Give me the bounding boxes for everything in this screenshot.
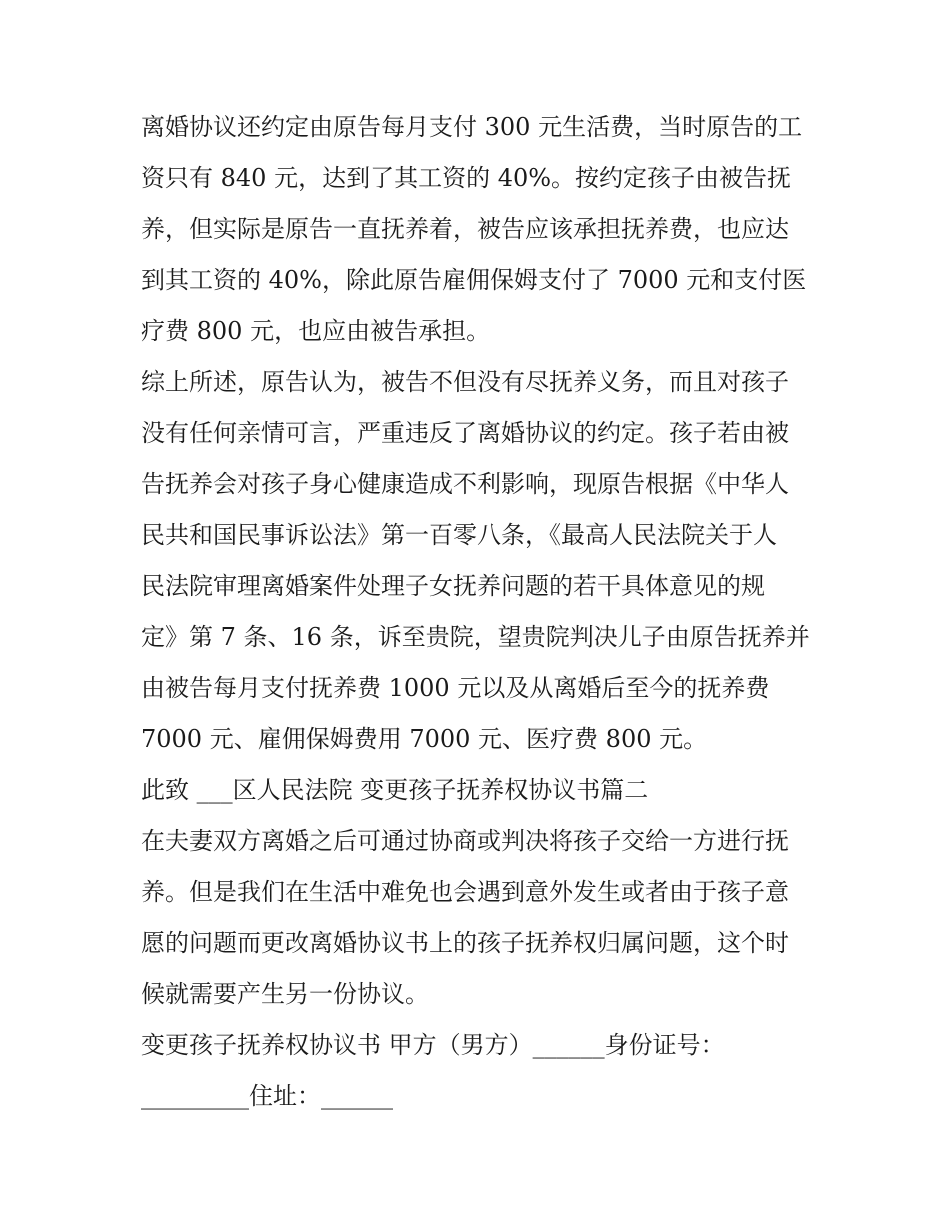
- text-line: 愿的问题而更改离婚协议书上的孩子抚养权归属问题，这个时: [141, 929, 789, 957]
- text-line: 定》第 7 条、16 条，诉至贵院，望贵院判决儿子由原告抚养并: [141, 623, 810, 651]
- text-line: 此致 ___区人民法院 变更孩子抚养权协议书篇二: [141, 776, 649, 804]
- document-body: [141, 102, 821, 1122]
- text-line: 没有任何亲情可言，严重违反了离婚协议的约定。孩子若由被: [141, 419, 789, 447]
- text-line: 告抚养会对孩子身心健康造成不利影响，现原告根据《中华人: [141, 470, 789, 498]
- text-line: 民法院审理离婚案件处理子女抚养问题的若干具体意见的规: [141, 572, 765, 600]
- text-line: 养，但实际是原告一直抚养着，被告应该承担抚养费，也应达: [141, 215, 789, 243]
- text-line: 资只有 840 元，达到了其工资的 40%。按约定孩子由被告抚: [141, 164, 792, 192]
- text-line: _________住址：______: [141, 1082, 393, 1110]
- text-line: 到其工资的 40%，除此原告雇佣保姆支付了 7000 元和支付医: [141, 266, 807, 294]
- text-line: 7000 元、雇佣保姆费用 7000 元、医疗费 800 元。: [141, 725, 708, 753]
- text-line: 民共和国民事诉讼法》第一百零八条，《最高人民法院关于人: [141, 521, 777, 549]
- text-line: 离婚协议还约定由原告每月支付 300 元生活费，当时原告的工: [141, 113, 803, 141]
- text-line: 在夫妻双方离婚之后可通过协商或判决将孩子交给一方进行抚: [141, 827, 789, 855]
- text-line: 由被告每月支付抚养费 1000 元以及从离婚后至今的抚养费: [141, 674, 770, 702]
- text-line: 候就需要产生另一份协议。: [141, 980, 429, 1008]
- text-line: 综上所述，原告认为，被告不但没有尽抚养义务，而且对孩子: [141, 368, 789, 396]
- text-line: 疗费 800 元，也应由被告承担。: [141, 317, 491, 345]
- text-line: 养。但是我们在生活中难免也会遇到意外发生或者由于孩子意: [141, 878, 789, 906]
- text-line: 变更孩子抚养权协议书 甲方（男方）______身份证号：: [141, 1031, 725, 1059]
